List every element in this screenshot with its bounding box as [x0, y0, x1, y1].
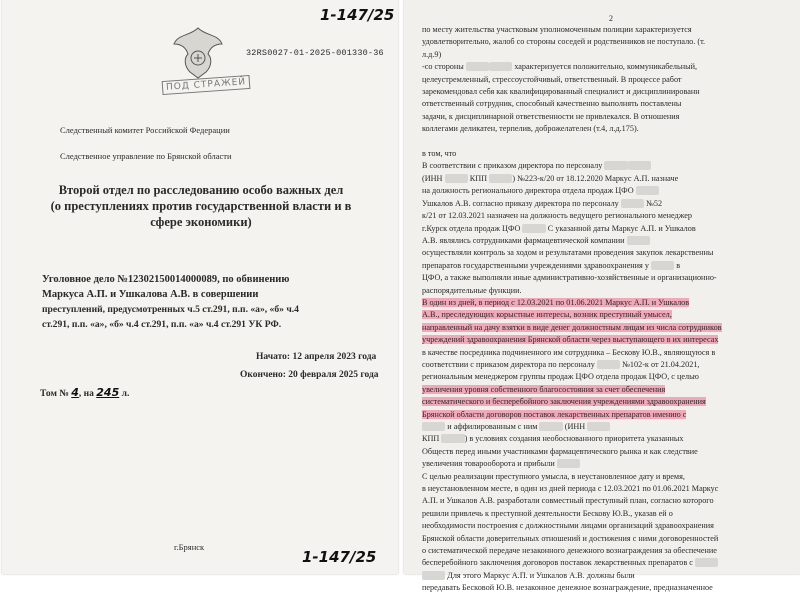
title-line: (о преступлениях против государственной власти и в	[50, 199, 352, 213]
volume-pages-suffix: л.	[121, 389, 130, 399]
redacted-text	[597, 360, 620, 369]
text-line: г.Курск отдела продаж ЦФО С указанной даты Маркус А.П. и Ушкалов	[422, 223, 696, 233]
redacted-text	[695, 558, 718, 567]
text-line: бесперебойного заключения договоров поставок лекарственных препаратов с	[422, 557, 792, 569]
text-line	[422, 136, 792, 148]
text-line: Обществ перед иными участниками фармацевтического рынка и как следствие	[422, 446, 698, 456]
text-line: Ушкалов А.В. согласно приказу директора по персоналу №52	[422, 198, 663, 208]
text-line: В соответствии с приказом директора по персоналу	[422, 160, 792, 172]
redacted-text	[489, 174, 512, 183]
text-line: В один из дней, в период с 12.03.2021 по 01.06.2021 Маркус А.П. и Ушкалов	[422, 297, 690, 307]
text-line: препаратов государственными учреждениями здравоохранения у в	[422, 260, 681, 270]
text-line: соответствии с приказом директора по персоналу №102-к от 21.04.2021,	[422, 359, 700, 369]
text-line: Брянской области доверительных отношений и достижения с ними договоренностей	[422, 533, 719, 543]
division-title	[26, 182, 376, 230]
text-line: задачи, к дисциплинарной ответственности не привлекался. В отношения	[422, 111, 680, 121]
text-line: А.В. являлись сотрудниками фармацевтической компании	[422, 235, 792, 247]
volume-number: 4	[71, 386, 79, 399]
handwritten-case-number-top: 1-147/25	[320, 6, 395, 24]
redacted-text	[604, 161, 627, 170]
text-line: А.В., преследующих корыстные интересы, возник преступный умысел,	[422, 310, 672, 320]
finished-date: Окончено: 20 февраля 2025 года	[240, 370, 379, 380]
case-line: Уголовное дело №12302150014000089, по обвинению	[42, 274, 290, 285]
indictment-text	[422, 24, 792, 595]
text-line: и аффилированным с ним (ИНН	[422, 421, 792, 433]
case-cover-page	[2, 0, 398, 574]
handwritten-case-number-bottom: 1-147/25	[302, 548, 377, 566]
redacted-text	[466, 62, 489, 71]
case-description	[42, 272, 382, 332]
text-line: зарекомендовал себя как квалифицированный специалист и дисциплинированн	[422, 87, 700, 97]
text-line: -со стороны характеризуется положительно, коммуникабельный,	[422, 62, 698, 72]
text-line: ответственный сотрудник, способный качественно выполнять поставлены	[422, 99, 682, 109]
case-line: преступлений, предусмотренных ч.5 ст.291, п.п. «а», «б» ч.4	[42, 304, 299, 315]
text-line: увеличения товарооборота и прибыли	[422, 458, 792, 470]
eagle-emblem-icon	[168, 22, 228, 82]
text-line: осуществляли контроль за ходом и результатами проведения закупок лекарственны	[422, 248, 714, 258]
redacted-text	[587, 422, 610, 431]
text-line: систематического и бесперебойного заключения учреждениями здравоохранения	[422, 397, 706, 407]
text-line: направленный на дачу взятки в виде денег должностным лицам из числа сотрудников	[422, 322, 722, 332]
text-line: к/21 от 12.03.2021 назначен на должность ведущего регионального менеджер	[422, 211, 692, 221]
text-line: удовлетворительно, жалоб со стороны соседей и родственников не поступало. (т.	[422, 37, 706, 47]
text-line: необходимости построения с должностными лицами организаций здравоохранения	[422, 521, 714, 531]
text-line: в неустановленном месте, в один из дней периода с 12.03.2021 по 01.06.2021 Маркус	[422, 484, 719, 494]
text-line: ЦФО, а также выполняли иные административно-хозяйственные и организационно-	[422, 273, 717, 283]
indictment-page	[404, 0, 800, 593]
text-line: учреждений здравоохранения Брянской области через выступающего в их интересах	[422, 335, 719, 345]
text-line: региональным менеджером группы продаж ЦФО отдела продаж ЦФО, с целью	[422, 372, 699, 382]
redacted-text	[522, 224, 545, 233]
volume-pages-label: , на	[78, 389, 94, 399]
redacted-text	[422, 422, 445, 431]
redacted-text	[557, 459, 580, 468]
text-line: на должность регионального директора отдела продаж ЦФО	[422, 185, 792, 197]
redacted-text	[627, 236, 650, 245]
text-line: целеустремленный, стрессоустойчивый, ответственный. В процессе работ	[422, 74, 682, 84]
text-line: в качестве посредника подчиненного им сотрудника – Бескову Ю.В., являющуюся в	[422, 347, 716, 357]
text-line: коллегами деликатен, терпелив, доброжелателен (т.4, л.д.175).	[422, 124, 639, 134]
page-number: 2	[609, 14, 613, 23]
volume-pages-number: 245	[96, 386, 120, 399]
redacted-text	[636, 186, 659, 195]
text-line: (ИНН КПП ) №223-к/20 от 18.12.2020 Маркус А.П. назначе	[422, 173, 679, 183]
title-line: сфере экономики)	[150, 215, 252, 229]
text-line: С целью реализации преступного умысла, в неустановленное дату и время,	[422, 471, 685, 481]
redacted-text	[422, 571, 445, 580]
text-line: о систематической передаче незаконного денежного вознаграждения за обеспечение	[422, 546, 717, 556]
text-line: увеличения уровня собственного благосостояния за счет обеспечения	[422, 384, 666, 394]
volume-label: Том №	[40, 389, 69, 399]
redacted-text	[445, 174, 468, 183]
city: г.Брянск	[174, 542, 205, 552]
text-line: А.П. и Ушкалов А.В. разработали совместный преступный план, согласно которого	[422, 496, 714, 506]
case-registration-number: 32RS0027-01-2025-001330-36	[246, 48, 384, 58]
custody-stamp: ПОД СТРАЖЕЙ	[162, 75, 251, 95]
redacted-text	[628, 161, 651, 170]
text-line: л.д.9)	[422, 49, 442, 59]
text-line: решили привлечь к преступной деятельности Бескову Ю.В., указав ей о	[422, 508, 673, 518]
redacted-text	[621, 199, 644, 208]
started-date: Начато: 12 апреля 2023 года	[256, 352, 377, 362]
redacted-text	[539, 422, 562, 431]
text-line: распорядительные функции.	[422, 285, 522, 295]
volume-info	[40, 386, 129, 399]
org-line-department: Следственное управление по Брянской области	[60, 151, 232, 161]
text-line: в том, что	[422, 149, 457, 159]
text-line: Брянской области договоров поставок лекарственных препаратов имению с	[422, 409, 687, 419]
text-line: КПП ) в условиях создания необоснованного приоритета указанных	[422, 434, 684, 444]
redacted-text	[441, 434, 464, 443]
title-line: Второй отдел по расследованию особо важных дел	[58, 183, 344, 197]
redacted-text	[651, 261, 674, 270]
text-line: по месту жительства участковым уполномоченным полиции характеризуется	[422, 25, 692, 34]
case-line: ст.291, п.п. «а», «б» ч.4 ст.291, п.п. «а» ч.4 ст.291 УК РФ.	[42, 319, 282, 330]
redacted-text	[489, 62, 512, 71]
text-line: Для этого Маркус А.П. и Ушкалов А.В. должны были	[422, 570, 792, 582]
text-line: передавать Бесковой Ю.В. незаконное денежное вознаграждение, предназначенное	[422, 583, 713, 593]
case-line: Маркуса А.П. и Ушкалова А.В. в совершении	[42, 289, 259, 300]
org-line-committee: Следственный комитет Российской Федерации	[60, 125, 230, 135]
